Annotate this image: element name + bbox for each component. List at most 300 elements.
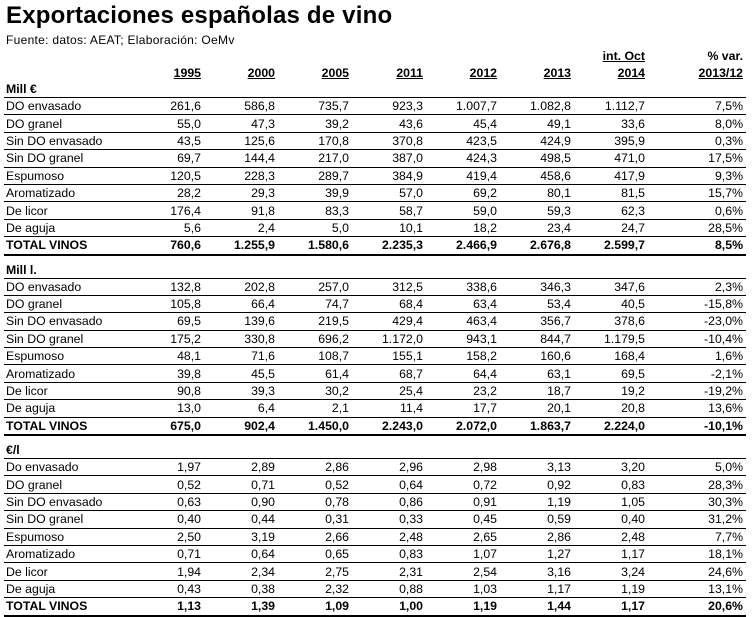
row-label: Espumoso bbox=[4, 348, 130, 365]
table-cell: 2,34 bbox=[204, 563, 278, 580]
section-empty-cell bbox=[500, 81, 574, 98]
section-empty-cell bbox=[352, 262, 426, 279]
table-row bbox=[4, 295, 746, 312]
table-cell: 0,83 bbox=[352, 545, 426, 562]
header-row-bottom bbox=[4, 64, 746, 81]
row-label: De aguja bbox=[4, 400, 130, 417]
table-cell: 586,8 bbox=[204, 98, 278, 115]
table-row bbox=[4, 132, 746, 149]
table-cell: 0,38 bbox=[204, 580, 278, 597]
table-cell: 0,91 bbox=[426, 493, 500, 510]
table-cell: 1,39 bbox=[204, 598, 278, 616]
table-cell: 69,2 bbox=[426, 184, 500, 201]
row-label: Espumoso bbox=[4, 528, 130, 545]
col-header: 2013/12 bbox=[698, 66, 743, 80]
col-header: 2005 bbox=[321, 66, 349, 80]
table-cell: 59,3 bbox=[500, 202, 574, 219]
table-cell: 74,7 bbox=[278, 295, 352, 312]
table-cell: 2.466,9 bbox=[426, 237, 500, 255]
table-cell: 3,13 bbox=[500, 459, 574, 476]
col-header-top bbox=[130, 48, 204, 64]
table-cell: 24,6% bbox=[648, 563, 746, 580]
table-cell: 58,7 bbox=[352, 202, 426, 219]
table-cell: 3,20 bbox=[574, 459, 648, 476]
table-cell: 43,5 bbox=[130, 132, 204, 149]
table-cell: -10,1% bbox=[648, 417, 746, 435]
table-cell: 0,33 bbox=[352, 511, 426, 528]
table-cell: 1,44 bbox=[500, 598, 574, 616]
section-header bbox=[4, 442, 746, 459]
table-cell: 675,0 bbox=[130, 417, 204, 435]
table-cell: 39,8 bbox=[130, 365, 204, 382]
table-cell: 2,3% bbox=[648, 278, 746, 295]
table-cell: 2.072,0 bbox=[426, 417, 500, 435]
total-row bbox=[4, 598, 746, 616]
table-cell: 2,89 bbox=[204, 459, 278, 476]
row-label: TOTAL VINOS bbox=[4, 417, 130, 435]
table-cell: 1,6% bbox=[648, 348, 746, 365]
table-row bbox=[4, 202, 746, 219]
table-cell: 2.599,7 bbox=[574, 237, 648, 255]
table-cell: 2.676,8 bbox=[500, 237, 574, 255]
table-row bbox=[4, 545, 746, 562]
table-cell: 15,7% bbox=[648, 184, 746, 201]
table-cell: -19,2% bbox=[648, 382, 746, 399]
table-cell: 387,0 bbox=[352, 150, 426, 167]
table-cell: 3,19 bbox=[204, 528, 278, 545]
table-cell: 1.172,0 bbox=[352, 330, 426, 347]
table-row bbox=[4, 348, 746, 365]
section-empty-cell bbox=[500, 262, 574, 279]
section-empty-cell bbox=[574, 262, 648, 279]
table-cell: 31,2% bbox=[648, 511, 746, 528]
table-cell: 23,4 bbox=[500, 219, 574, 236]
table-cell: 424,9 bbox=[500, 132, 574, 149]
table-cell: 120,5 bbox=[130, 167, 204, 184]
table-cell: 1,00 bbox=[352, 598, 426, 616]
table-row bbox=[4, 98, 746, 115]
row-label: Sin DO granel bbox=[4, 511, 130, 528]
row-label: De licor bbox=[4, 202, 130, 219]
section-empty-cell bbox=[204, 262, 278, 279]
table-row bbox=[4, 167, 746, 184]
table-cell: 17,5% bbox=[648, 150, 746, 167]
table-cell: 55,0 bbox=[130, 115, 204, 132]
table-cell: 2,86 bbox=[278, 459, 352, 476]
section-empty-cell bbox=[574, 81, 648, 98]
col-header-top: % var. bbox=[707, 49, 743, 63]
section-empty-cell bbox=[130, 442, 204, 459]
table-row bbox=[4, 365, 746, 382]
table-cell: 45,5 bbox=[204, 365, 278, 382]
table-cell: 0,59 bbox=[500, 511, 574, 528]
table-cell: 1,17 bbox=[574, 545, 648, 562]
col-header-top bbox=[426, 48, 500, 64]
table-cell: 395,9 bbox=[574, 132, 648, 149]
table-cell: 61,4 bbox=[278, 365, 352, 382]
table-cell: 0,52 bbox=[130, 476, 204, 493]
section-empty-cell bbox=[426, 262, 500, 279]
section-label: Mill € bbox=[4, 81, 130, 98]
table-cell: 2,96 bbox=[352, 459, 426, 476]
col-header-top: int. Oct bbox=[602, 49, 645, 63]
table-cell: 2.224,0 bbox=[574, 417, 648, 435]
row-label: TOTAL VINOS bbox=[4, 598, 130, 616]
table-cell: -10,4% bbox=[648, 330, 746, 347]
section-empty-cell bbox=[500, 442, 574, 459]
table-cell: 760,6 bbox=[130, 237, 204, 255]
table-cell: 1,17 bbox=[500, 580, 574, 597]
table-cell: 0,6% bbox=[648, 202, 746, 219]
table-cell: 45,4 bbox=[426, 115, 500, 132]
table-cell: 1.082,8 bbox=[500, 98, 574, 115]
row-label: Do envasado bbox=[4, 459, 130, 476]
table-cell: 33,6 bbox=[574, 115, 648, 132]
table-row bbox=[4, 219, 746, 236]
section-empty-cell bbox=[648, 442, 746, 459]
table-row bbox=[4, 580, 746, 597]
table-cell: 57,0 bbox=[352, 184, 426, 201]
table-row bbox=[4, 278, 746, 295]
section-header bbox=[4, 262, 746, 279]
table-cell: -23,0% bbox=[648, 313, 746, 330]
section-empty-cell bbox=[352, 442, 426, 459]
table-cell: 170,8 bbox=[278, 132, 352, 149]
table-row bbox=[4, 459, 746, 476]
table-cell: 902,4 bbox=[204, 417, 278, 435]
section-empty-cell bbox=[278, 81, 352, 98]
table-cell: 83,3 bbox=[278, 202, 352, 219]
section-empty-cell bbox=[278, 262, 352, 279]
table-cell: 923,3 bbox=[352, 98, 426, 115]
section-spacer bbox=[4, 255, 746, 262]
table-row bbox=[4, 382, 746, 399]
table-cell: 370,8 bbox=[352, 132, 426, 149]
table-cell: 7,7% bbox=[648, 528, 746, 545]
header-row-top bbox=[4, 48, 746, 64]
table-cell: 1,94 bbox=[130, 563, 204, 580]
table-row bbox=[4, 476, 746, 493]
col-header: 1995 bbox=[173, 66, 201, 80]
section-empty-cell bbox=[648, 81, 746, 98]
table-cell: 312,5 bbox=[352, 278, 426, 295]
table-cell: 0,90 bbox=[204, 493, 278, 510]
table-cell: 424,3 bbox=[426, 150, 500, 167]
table-cell: 0,45 bbox=[426, 511, 500, 528]
table-cell: 39,2 bbox=[278, 115, 352, 132]
table-cell: 160,6 bbox=[500, 348, 574, 365]
table-cell: 1,27 bbox=[500, 545, 574, 562]
table-cell: 0,44 bbox=[204, 511, 278, 528]
table-cell: 9,3% bbox=[648, 167, 746, 184]
table-cell: 423,5 bbox=[426, 132, 500, 149]
table-cell: 125,6 bbox=[204, 132, 278, 149]
table-cell: 2,86 bbox=[500, 528, 574, 545]
row-label: Aromatizado bbox=[4, 545, 130, 562]
table-cell: 0,71 bbox=[130, 545, 204, 562]
table-cell: 1.450,0 bbox=[278, 417, 352, 435]
source-note: Fuente: datos: AEAT; Elaboración: OeMv bbox=[6, 33, 235, 47]
table-cell: 1.580,6 bbox=[278, 237, 352, 255]
table-cell: 69,7 bbox=[130, 150, 204, 167]
table-cell: 49,1 bbox=[500, 115, 574, 132]
table-cell: 1,03 bbox=[426, 580, 500, 597]
table-cell: 8,5% bbox=[648, 237, 746, 255]
table-cell: 228,3 bbox=[204, 167, 278, 184]
section-empty-cell bbox=[130, 81, 204, 98]
section-empty-cell bbox=[204, 81, 278, 98]
table-cell: 347,6 bbox=[574, 278, 648, 295]
section-empty-cell bbox=[648, 262, 746, 279]
row-label: DO envasado bbox=[4, 98, 130, 115]
col-header-top bbox=[352, 48, 426, 64]
row-label: DO granel bbox=[4, 115, 130, 132]
table-cell: 10,1 bbox=[352, 219, 426, 236]
col-header: 2011 bbox=[396, 66, 423, 80]
section-spacer bbox=[4, 435, 746, 442]
table-cell: -2,1% bbox=[648, 365, 746, 382]
row-label: Sin DO envasado bbox=[4, 493, 130, 510]
table-cell: 2,32 bbox=[278, 580, 352, 597]
table-cell: 24,7 bbox=[574, 219, 648, 236]
table-cell: 18,1% bbox=[648, 545, 746, 562]
exports-table bbox=[4, 48, 746, 617]
table-cell: 356,7 bbox=[500, 313, 574, 330]
table-row bbox=[4, 400, 746, 417]
table-cell: 6,4 bbox=[204, 400, 278, 417]
row-label: DO granel bbox=[4, 476, 130, 493]
table-cell: 28,3% bbox=[648, 476, 746, 493]
table-cell: 346,3 bbox=[500, 278, 574, 295]
table-cell: 19,2 bbox=[574, 382, 648, 399]
table-cell: 30,3% bbox=[648, 493, 746, 510]
table-cell: 20,1 bbox=[500, 400, 574, 417]
section-label: Mill l. bbox=[4, 262, 130, 279]
section-header bbox=[4, 81, 746, 98]
col-header: 2000 bbox=[247, 66, 275, 80]
table-cell: 168,4 bbox=[574, 348, 648, 365]
table-cell: 735,7 bbox=[278, 98, 352, 115]
table-cell: 59,0 bbox=[426, 202, 500, 219]
table-cell: 0,92 bbox=[500, 476, 574, 493]
table-cell: 105,8 bbox=[130, 295, 204, 312]
table-cell: 39,3 bbox=[204, 382, 278, 399]
table-cell: 7,5% bbox=[648, 98, 746, 115]
table-cell: 62,3 bbox=[574, 202, 648, 219]
table-cell: 1.112,7 bbox=[574, 98, 648, 115]
table-cell: 0,40 bbox=[574, 511, 648, 528]
table-cell: 1,09 bbox=[278, 598, 352, 616]
table-cell: 458,6 bbox=[500, 167, 574, 184]
table-cell: 3,24 bbox=[574, 563, 648, 580]
table-cell: 43,6 bbox=[352, 115, 426, 132]
table-cell: 66,4 bbox=[204, 295, 278, 312]
table-cell: 0,71 bbox=[204, 476, 278, 493]
table-cell: 0,3% bbox=[648, 132, 746, 149]
col-header-top bbox=[500, 48, 574, 64]
table-cell: 330,8 bbox=[204, 330, 278, 347]
table-cell: 0,31 bbox=[278, 511, 352, 528]
table-cell: 1,13 bbox=[130, 598, 204, 616]
row-label: Aromatizado bbox=[4, 365, 130, 382]
table-cell: 18,7 bbox=[500, 382, 574, 399]
table-cell: 1,17 bbox=[574, 598, 648, 616]
table-cell: 1,97 bbox=[130, 459, 204, 476]
table-cell: 132,8 bbox=[130, 278, 204, 295]
table-cell: 378,6 bbox=[574, 313, 648, 330]
row-label: DO envasado bbox=[4, 278, 130, 295]
table-cell: 2,48 bbox=[352, 528, 426, 545]
table-cell: 23,2 bbox=[426, 382, 500, 399]
table-cell: 219,5 bbox=[278, 313, 352, 330]
table-cell: 8,0% bbox=[648, 115, 746, 132]
row-label: De aguja bbox=[4, 580, 130, 597]
table-cell: 5,6 bbox=[130, 219, 204, 236]
section-empty-cell bbox=[574, 442, 648, 459]
table-cell: 0,64 bbox=[204, 545, 278, 562]
table-cell: 68,7 bbox=[352, 365, 426, 382]
table-cell: 1.179,5 bbox=[574, 330, 648, 347]
table-cell: 338,6 bbox=[426, 278, 500, 295]
table-cell: 176,4 bbox=[130, 202, 204, 219]
table-cell: 90,8 bbox=[130, 382, 204, 399]
table-cell: 5,0% bbox=[648, 459, 746, 476]
table-cell: 48,1 bbox=[130, 348, 204, 365]
table-cell: 1.255,9 bbox=[204, 237, 278, 255]
table-cell: 217,0 bbox=[278, 150, 352, 167]
table-cell: 64,4 bbox=[426, 365, 500, 382]
table-cell: 289,7 bbox=[278, 167, 352, 184]
table-cell: 71,6 bbox=[204, 348, 278, 365]
table-cell: 471,0 bbox=[574, 150, 648, 167]
table-cell: 2,50 bbox=[130, 528, 204, 545]
table-cell: 417,9 bbox=[574, 167, 648, 184]
table-row bbox=[4, 184, 746, 201]
table-cell: 5,0 bbox=[278, 219, 352, 236]
table-cell: 1.007,7 bbox=[426, 98, 500, 115]
table-cell: 80,1 bbox=[500, 184, 574, 201]
row-label: DO granel bbox=[4, 295, 130, 312]
row-label: Aromatizado bbox=[4, 184, 130, 201]
table-cell: 108,7 bbox=[278, 348, 352, 365]
row-label: De licor bbox=[4, 382, 130, 399]
table-cell: 17,7 bbox=[426, 400, 500, 417]
row-label: De aguja bbox=[4, 219, 130, 236]
table-cell: 158,2 bbox=[426, 348, 500, 365]
table-cell: 2,98 bbox=[426, 459, 500, 476]
table-cell: 2,75 bbox=[278, 563, 352, 580]
section-empty-cell bbox=[426, 442, 500, 459]
table-cell: 1,19 bbox=[500, 493, 574, 510]
table-cell: 69,5 bbox=[574, 365, 648, 382]
table-cell: 429,4 bbox=[352, 313, 426, 330]
table-cell: 29,3 bbox=[204, 184, 278, 201]
table-cell: 1,05 bbox=[574, 493, 648, 510]
table-cell: 0,40 bbox=[130, 511, 204, 528]
table-cell: 91,8 bbox=[204, 202, 278, 219]
section-empty-cell bbox=[426, 81, 500, 98]
table-cell: 696,2 bbox=[278, 330, 352, 347]
page-title: Exportaciones españolas de vino bbox=[6, 2, 393, 29]
table-cell: 202,8 bbox=[204, 278, 278, 295]
table-cell: 68,4 bbox=[352, 295, 426, 312]
section-label: €/l bbox=[4, 442, 130, 459]
table-cell: 13,0 bbox=[130, 400, 204, 417]
table-row bbox=[4, 115, 746, 132]
table-cell: 2,54 bbox=[426, 563, 500, 580]
row-label: TOTAL VINOS bbox=[4, 237, 130, 255]
table-cell: 20,6% bbox=[648, 598, 746, 616]
section-empty-cell bbox=[204, 442, 278, 459]
table-cell: 0,83 bbox=[574, 476, 648, 493]
table-cell: 0,64 bbox=[352, 476, 426, 493]
table-cell: 384,9 bbox=[352, 167, 426, 184]
table-cell: 53,4 bbox=[500, 295, 574, 312]
table-cell: 13,1% bbox=[648, 580, 746, 597]
table-cell: 0,72 bbox=[426, 476, 500, 493]
table-cell: 20,8 bbox=[574, 400, 648, 417]
row-label: Sin DO granel bbox=[4, 150, 130, 167]
table-cell: 139,6 bbox=[204, 313, 278, 330]
row-label: Sin DO granel bbox=[4, 330, 130, 347]
table-cell: 2,4 bbox=[204, 219, 278, 236]
table-row bbox=[4, 493, 746, 510]
table-cell: 13,6% bbox=[648, 400, 746, 417]
table-cell: 1,19 bbox=[426, 598, 500, 616]
table-cell: 257,0 bbox=[278, 278, 352, 295]
table-cell: 47,3 bbox=[204, 115, 278, 132]
table-cell: 498,5 bbox=[500, 150, 574, 167]
table-cell: 2.243,0 bbox=[352, 417, 426, 435]
table-cell: 463,4 bbox=[426, 313, 500, 330]
table-cell: 2,66 bbox=[278, 528, 352, 545]
table-cell: 144,4 bbox=[204, 150, 278, 167]
table-cell: 0,88 bbox=[352, 580, 426, 597]
table-cell: 28,2 bbox=[130, 184, 204, 201]
table-cell: 2,1 bbox=[278, 400, 352, 417]
table-cell: 2,65 bbox=[426, 528, 500, 545]
table-cell: 1.863,7 bbox=[500, 417, 574, 435]
table-cell: 40,5 bbox=[574, 295, 648, 312]
table-cell: 69,5 bbox=[130, 313, 204, 330]
table-cell: 175,2 bbox=[130, 330, 204, 347]
table-cell: 25,4 bbox=[352, 382, 426, 399]
table-row bbox=[4, 150, 746, 167]
col-header: 2013 bbox=[543, 66, 571, 80]
table-cell: 419,4 bbox=[426, 167, 500, 184]
table-cell: 81,5 bbox=[574, 184, 648, 201]
table-cell: 1,07 bbox=[426, 545, 500, 562]
table-cell: 30,2 bbox=[278, 382, 352, 399]
table-cell: 261,6 bbox=[130, 98, 204, 115]
col-header: 2012 bbox=[469, 66, 497, 80]
table-cell: 11,4 bbox=[352, 400, 426, 417]
section-empty-cell bbox=[130, 262, 204, 279]
table-row bbox=[4, 511, 746, 528]
table-cell: 63,4 bbox=[426, 295, 500, 312]
table-row bbox=[4, 528, 746, 545]
section-empty-cell bbox=[278, 442, 352, 459]
row-label: Sin DO envasado bbox=[4, 313, 130, 330]
col-header: 2014 bbox=[617, 66, 645, 80]
table-cell: 0,52 bbox=[278, 476, 352, 493]
table-cell: 1,19 bbox=[574, 580, 648, 597]
row-label: Espumoso bbox=[4, 167, 130, 184]
table-row bbox=[4, 313, 746, 330]
total-row bbox=[4, 237, 746, 255]
table-cell: 155,1 bbox=[352, 348, 426, 365]
table-cell: 0,43 bbox=[130, 580, 204, 597]
